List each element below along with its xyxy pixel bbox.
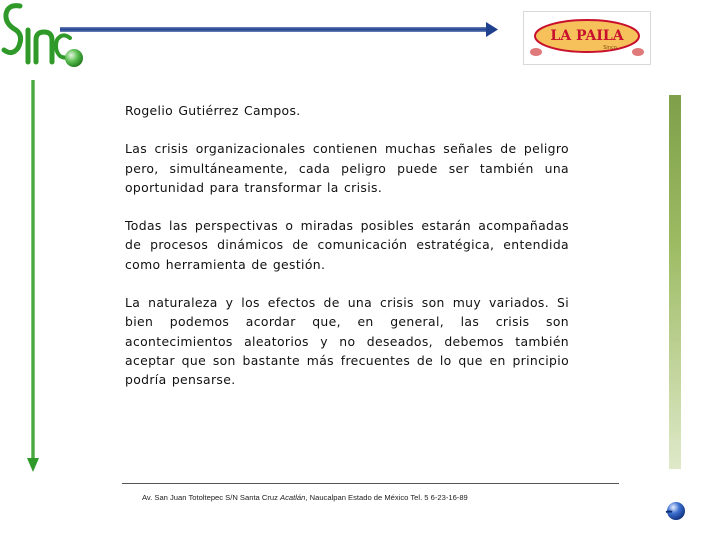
blue-sphere-icon (664, 500, 686, 522)
brand-name: LA PAILA (550, 28, 624, 44)
la-paila-logo (524, 12, 650, 64)
document-body (125, 101, 569, 409)
brand-logo-box (523, 11, 651, 65)
paragraph-3: La naturaleza y los efectos de una crisis son muy variados. Si bien podemos acordar que, en general, las crisis son acontecimientos aleatorios y no deseados, debemos también aceptar que son bastante más frecuentes de lo que en principio podría pensarse. (125, 295, 569, 388)
paragraph-2: Todas las perspectivas o miradas posibles estarán acompañadas de procesos dinámicos de comunicación estratégica, entendida como herramienta de gestión. (125, 218, 569, 272)
footer-divider (122, 483, 619, 484)
footer-address: Av. San Juan Totoltepec S/N Santa Cruz Acatlán, Naucalpan Estado de México Tel. 5 6-23-16-89 (142, 493, 468, 502)
author-name: Rogelio Gutiérrez Campos. (125, 103, 301, 118)
sinco-logo (0, 0, 100, 95)
right-accent-bar (669, 95, 681, 469)
svg-text:Sinco: Sinco (603, 45, 617, 51)
paragraph-1: Las crisis organizacionales contienen muchas señales de peligro pero, simultáneamente, cada peligro puede ser también una oportunidad para transformar la crisis. (125, 141, 569, 195)
